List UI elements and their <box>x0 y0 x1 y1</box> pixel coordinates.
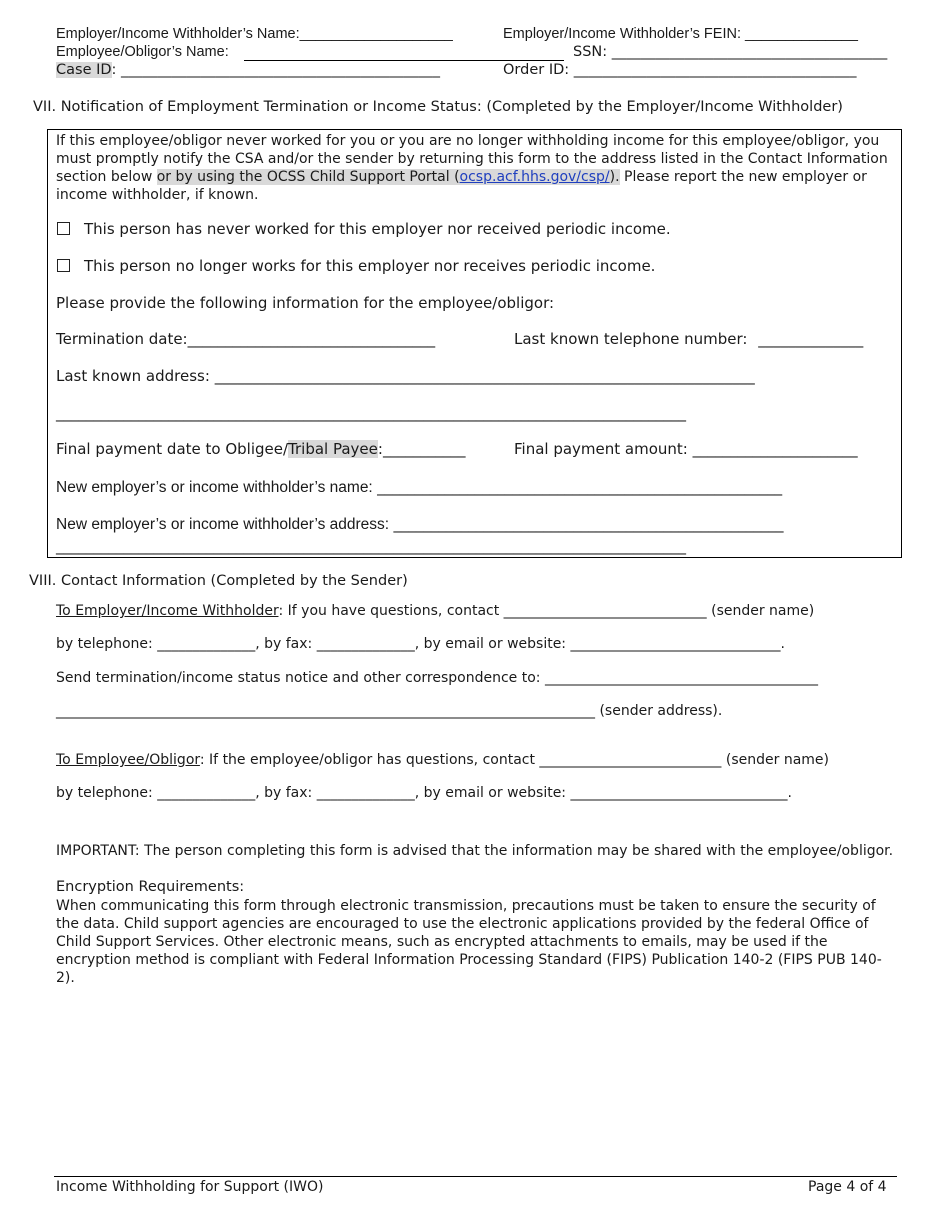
employer-name-blank[interactable]: ___________________ <box>299 26 453 42</box>
telephone-field <box>514 330 863 348</box>
obligor-sender-name-label: (sender name) <box>725 752 829 768</box>
last-address-blank[interactable]: ________________________________________________________________________ <box>214 367 755 385</box>
send-notice-row: Send termination/income status notice and other correspondence to: _______________________________________ <box>56 670 818 686</box>
final-payment-date-field <box>56 440 465 458</box>
employer-phone-blank[interactable]: ______________ <box>157 636 256 652</box>
employer-fax-blank[interactable]: ______________ <box>316 636 415 652</box>
employer-email-blank[interactable]: ______________________________. <box>570 636 785 652</box>
last-address-label: Last known address: <box>56 367 210 385</box>
new-employer-address-label: New employer’s or income withholder’s address: <box>56 516 390 533</box>
order-id-field <box>503 62 857 78</box>
provide-info-text: Please provide the following information for the employee/obligor: <box>56 294 555 312</box>
fein-field <box>503 26 858 42</box>
send-notice-blank[interactable]: _______________________________________ <box>544 670 818 686</box>
final-payment-amount-blank[interactable]: ______________________ <box>692 440 858 458</box>
fein-blank[interactable]: ______________ <box>745 26 858 42</box>
telephone-label: Last known telephone number: <box>514 330 748 348</box>
employer-name-label: Employer/Income Withholder’s Name: <box>56 26 300 42</box>
section7-heading: VII. Notification of Employment Termination or Income Status: (Completed by the Employer/Income Withholder) <box>33 99 843 115</box>
checkbox-never-worked-row <box>57 220 671 238</box>
new-employer-address-blank-2[interactable]: ____________________________________________________________________________________ <box>56 537 686 555</box>
footer-divider <box>54 1176 897 1177</box>
last-address-blank-2[interactable]: ____________________________________________________________________________________ <box>56 404 686 422</box>
encryption-heading: Encryption Requirements: <box>56 879 245 895</box>
last-address-field <box>56 367 755 385</box>
employer-contact-row: To Employer/Income Withholder: If you have questions, contact _____________________________ (sender name) <box>56 603 815 619</box>
obligor-name-line[interactable] <box>244 60 564 61</box>
footer-form-name: Income Withholding for Support (IWO) <box>56 1179 324 1195</box>
ocsp-link[interactable]: ocsp.acf.hhs.gov/csp/ <box>459 169 610 185</box>
final-payment-date-label: Final payment date to Obligee/ <box>56 440 289 458</box>
important-note: IMPORTANT: The person completing this form is advised that the information may be shared with the employee/obligor. <box>56 843 894 859</box>
portal-note: or by using the OCSS Child Support Portal (ocsp.acf.hhs.gov/csp/). <box>156 169 620 185</box>
ssn-label: SSN: <box>573 44 608 60</box>
final-payment-amount-label: Final payment amount: <box>514 440 688 458</box>
new-employer-name-field <box>56 478 782 497</box>
new-employer-name-label: New employer’s or income withholder’s name: <box>56 479 373 496</box>
new-employer-address-field <box>56 515 783 534</box>
obligor-contact-row: To Employee/Obligor: If the employee/obligor has questions, contact __________________________ (sender name) <box>56 752 829 768</box>
employer-contact-heading: To Employer/Income Withholder <box>56 603 279 619</box>
checkbox-no-longer-works-label: This person no longer works for this employer nor receives periodic income. <box>84 257 656 275</box>
order-id-label: Order ID: <box>503 62 570 78</box>
sender-address-row <box>56 703 722 719</box>
sender-name-label: (sender name) <box>711 603 815 619</box>
checkbox-never-worked-label: This person has never worked for this employer nor received periodic income. <box>84 220 671 238</box>
ssn-field <box>573 44 887 60</box>
case-id-label: Case ID <box>56 62 112 78</box>
obligor-fax-blank[interactable]: ______________ <box>316 785 415 801</box>
obligor-contact-methods: by telephone: ______________, by fax: ______________, by email or website: _______________________________. <box>56 785 792 801</box>
obligor-name-label: Employee/Obligor’s Name: <box>56 44 229 60</box>
order-id-blank[interactable]: _______________________________________ <box>573 62 857 78</box>
final-payment-date-blank[interactable]: :___________ <box>377 440 466 458</box>
obligor-contact-blank[interactable]: __________________________ <box>539 752 722 768</box>
obligor-contact-heading: To Employee/Obligor <box>56 752 200 768</box>
tribal-payee-label: Tribal Payee <box>288 440 378 458</box>
fein-label: Employer/Income Withholder’s FEIN: <box>503 26 741 42</box>
final-payment-amount-field <box>514 440 858 458</box>
case-id-blank[interactable]: : ____________________________________________ <box>111 62 441 78</box>
employer-contact-blank[interactable]: _____________________________ <box>503 603 707 619</box>
employer-contact-methods: by telephone: ______________, by fax: ______________, by email or website: ______________________________. <box>56 636 785 652</box>
case-id-field <box>56 62 440 78</box>
checkbox-no-longer-works[interactable] <box>57 259 70 272</box>
termination-date-field <box>56 330 435 348</box>
employer-name-field <box>56 26 453 42</box>
obligor-phone-blank[interactable]: ______________ <box>157 785 256 801</box>
telephone-blank[interactable]: ______________ <box>758 330 864 348</box>
new-employer-address-blank[interactable]: ____________________________________________________ <box>393 515 784 533</box>
checkbox-no-longer-works-row <box>57 257 655 275</box>
new-employer-name-blank[interactable]: ______________________________________________________ <box>377 478 783 496</box>
section8-heading: VIII. Contact Information (Completed by the Sender) <box>29 573 408 589</box>
encryption-text: When communicating this form through electronic transmission, precautions must be taken to ensure the security of the data. Child support agencies are encouraged to use the electronic applications provided by the federal Office of Child Support Services. Other electronic means, such as encrypted attachments to emails, may be used if the encryption method is compliant with Federal Information Processing Standard (FIPS) Publication 140-2 (FIPS PUB 140-2). <box>56 898 882 986</box>
termination-intro: If this employee/obligor never worked for you or you are no longer withholding income for this employee/obligor, you must promptly notify the CSA and/or the sender by returning this form to the address listed in the Contact Information section below or by using the OCSS Child Support Portal (ocsp.acf.hhs.gov/csp/). Please report the new employer or income withholder, if known. <box>56 133 888 203</box>
sender-address-blank[interactable]: _____________________________________________________________________________ <box>56 703 595 719</box>
sender-address-label: (sender address). <box>599 703 723 719</box>
obligor-email-blank[interactable]: _______________________________. <box>570 785 792 801</box>
footer-page-number: Page 4 of 4 <box>808 1179 887 1195</box>
checkbox-never-worked[interactable] <box>57 222 70 235</box>
termination-date-label: Termination date: <box>56 330 188 348</box>
termination-date-blank[interactable]: _________________________________ <box>187 330 436 348</box>
ssn-blank[interactable]: ______________________________________ <box>611 44 888 60</box>
